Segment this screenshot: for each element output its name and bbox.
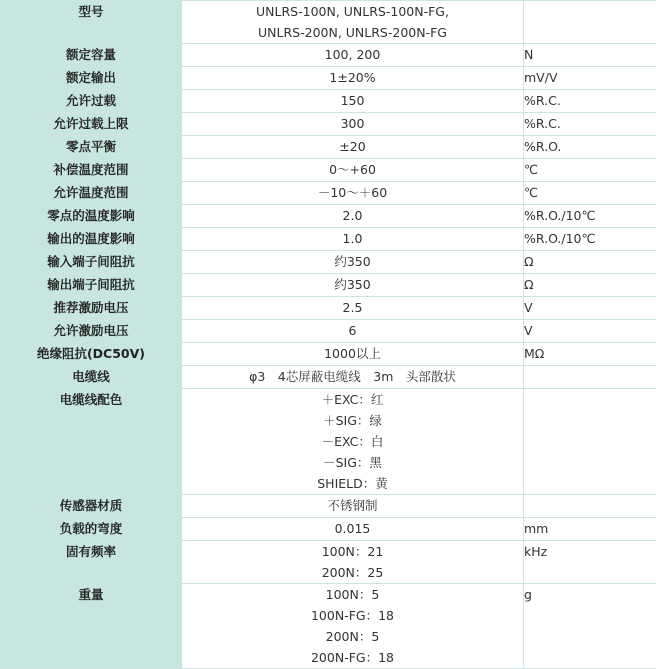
spec-value-line: 1.0 bbox=[182, 228, 523, 249]
table-row bbox=[1, 159, 656, 182]
spec-value-line: 100N：5 bbox=[182, 584, 523, 605]
spec-unit bbox=[524, 366, 656, 389]
spec-value bbox=[182, 1, 524, 44]
spec-unit: g bbox=[524, 584, 656, 669]
spec-value-line: 100N-FG：18 bbox=[182, 605, 523, 626]
spec-value bbox=[182, 366, 524, 389]
spec-value-line: 150 bbox=[182, 90, 523, 111]
table-row bbox=[1, 584, 656, 669]
spec-value bbox=[182, 159, 524, 182]
spec-unit: N bbox=[524, 44, 656, 67]
table-row bbox=[1, 182, 656, 205]
spec-label: 输入端子间阻抗 bbox=[1, 251, 182, 274]
spec-unit: mV/V bbox=[524, 67, 656, 90]
spec-label: 型号 bbox=[1, 1, 182, 44]
spec-value-line: 2.5 bbox=[182, 297, 523, 318]
table-row bbox=[1, 541, 656, 584]
table-row bbox=[1, 67, 656, 90]
spec-value-line: 2.0 bbox=[182, 205, 523, 226]
spec-unit: mm bbox=[524, 518, 656, 541]
spec-value-line: ＋SIG：绿 bbox=[182, 410, 523, 431]
spec-value bbox=[182, 136, 524, 159]
spec-value bbox=[182, 297, 524, 320]
table-row bbox=[1, 228, 656, 251]
spec-value bbox=[182, 541, 524, 584]
spec-value-line: －SIG：黑 bbox=[182, 452, 523, 473]
table-row bbox=[1, 90, 656, 113]
spec-value-line: SHIELD：黄 bbox=[182, 473, 523, 494]
spec-label: 允许激励电压 bbox=[1, 320, 182, 343]
spec-label: 电缆线 bbox=[1, 366, 182, 389]
spec-value-line: UNLRS-200N, UNLRS-200N-FG bbox=[182, 22, 523, 43]
spec-unit: %R.O./10℃ bbox=[524, 228, 656, 251]
spec-label: 补偿温度范围 bbox=[1, 159, 182, 182]
spec-value-line: 1000以上 bbox=[182, 343, 523, 364]
spec-value bbox=[182, 205, 524, 228]
spec-unit: V bbox=[524, 320, 656, 343]
table-row bbox=[1, 113, 656, 136]
spec-label: 固有频率 bbox=[1, 541, 182, 584]
table-row bbox=[1, 251, 656, 274]
spec-value-line: 200N：25 bbox=[182, 562, 523, 583]
table-row bbox=[1, 320, 656, 343]
spec-label: 电缆线配色 bbox=[1, 389, 182, 495]
spec-value bbox=[182, 113, 524, 136]
spec-unit: Ω bbox=[524, 274, 656, 297]
table-row bbox=[1, 136, 656, 159]
spec-value-line: 0～+60 bbox=[182, 159, 523, 180]
spec-value-line: ＋EXC：红 bbox=[182, 389, 523, 410]
spec-value-line: 100, 200 bbox=[182, 44, 523, 65]
spec-unit bbox=[524, 495, 656, 518]
table-row bbox=[1, 1, 656, 44]
spec-unit bbox=[524, 389, 656, 495]
spec-value bbox=[182, 518, 524, 541]
spec-label: 绝缘阻抗(DC50V) bbox=[1, 343, 182, 366]
table-row bbox=[1, 518, 656, 541]
spec-value-line: 不锈钢制 bbox=[182, 495, 523, 516]
spec-label: 输出的温度影响 bbox=[1, 228, 182, 251]
spec-value-line: －EXC：白 bbox=[182, 431, 523, 452]
spec-unit: ℃ bbox=[524, 159, 656, 182]
spec-value bbox=[182, 320, 524, 343]
spec-value bbox=[182, 251, 524, 274]
spec-label: 重量 bbox=[1, 584, 182, 669]
spec-value-line: UNLRS-100N, UNLRS-100N-FG, bbox=[182, 1, 523, 22]
spec-value bbox=[182, 182, 524, 205]
spec-value-line: ±20 bbox=[182, 136, 523, 157]
spec-unit: %R.C. bbox=[524, 90, 656, 113]
spec-value-line: φ3 4芯屏蔽电缆线 3m 头部散状 bbox=[182, 366, 523, 387]
table-row bbox=[1, 389, 656, 495]
spec-value bbox=[182, 495, 524, 518]
spec-value-line: 约350 bbox=[182, 274, 523, 295]
spec-value bbox=[182, 90, 524, 113]
table-row bbox=[1, 274, 656, 297]
spec-value-line: 200N：5 bbox=[182, 626, 523, 647]
spec-label: 允许温度范围 bbox=[1, 182, 182, 205]
spec-value-line: 200N-FG：18 bbox=[182, 647, 523, 668]
spec-value-line: 6 bbox=[182, 320, 523, 341]
spec-label: 零点的温度影响 bbox=[1, 205, 182, 228]
spec-value-line: －10～＋60 bbox=[182, 182, 523, 203]
spec-label: 额定输出 bbox=[1, 67, 182, 90]
spec-label: 负载的弯度 bbox=[1, 518, 182, 541]
spec-value-line: 100N：21 bbox=[182, 541, 523, 562]
spec-unit: %R.C. bbox=[524, 113, 656, 136]
spec-value-line: 300 bbox=[182, 113, 523, 134]
spec-unit: ℃ bbox=[524, 182, 656, 205]
table-row bbox=[1, 297, 656, 320]
spec-table-body bbox=[1, 1, 656, 669]
spec-unit: Ω bbox=[524, 251, 656, 274]
spec-unit: V bbox=[524, 297, 656, 320]
table-row bbox=[1, 205, 656, 228]
spec-value-line: 约350 bbox=[182, 251, 523, 272]
spec-label: 零点平衡 bbox=[1, 136, 182, 159]
spec-label: 推荐激励电压 bbox=[1, 297, 182, 320]
spec-value bbox=[182, 343, 524, 366]
spec-label: 允许过载上限 bbox=[1, 113, 182, 136]
spec-value bbox=[182, 228, 524, 251]
spec-label: 允许过载 bbox=[1, 90, 182, 113]
spec-label: 额定容量 bbox=[1, 44, 182, 67]
spec-value bbox=[182, 44, 524, 67]
spec-unit bbox=[524, 1, 656, 44]
spec-value-line: 1±20% bbox=[182, 67, 523, 88]
spec-label: 传感器材质 bbox=[1, 495, 182, 518]
spec-unit: %R.O./10℃ bbox=[524, 205, 656, 228]
spec-unit: kHz bbox=[524, 541, 656, 584]
spec-value bbox=[182, 274, 524, 297]
table-row bbox=[1, 343, 656, 366]
spec-value bbox=[182, 389, 524, 495]
table-row bbox=[1, 366, 656, 389]
table-row bbox=[1, 44, 656, 67]
spec-label: 输出端子间阻抗 bbox=[1, 274, 182, 297]
spec-value bbox=[182, 67, 524, 90]
spec-unit: MΩ bbox=[524, 343, 656, 366]
spec-value bbox=[182, 584, 524, 669]
table-row bbox=[1, 495, 656, 518]
spec-value-line: 0.015 bbox=[182, 518, 523, 539]
spec-unit: %R.O. bbox=[524, 136, 656, 159]
